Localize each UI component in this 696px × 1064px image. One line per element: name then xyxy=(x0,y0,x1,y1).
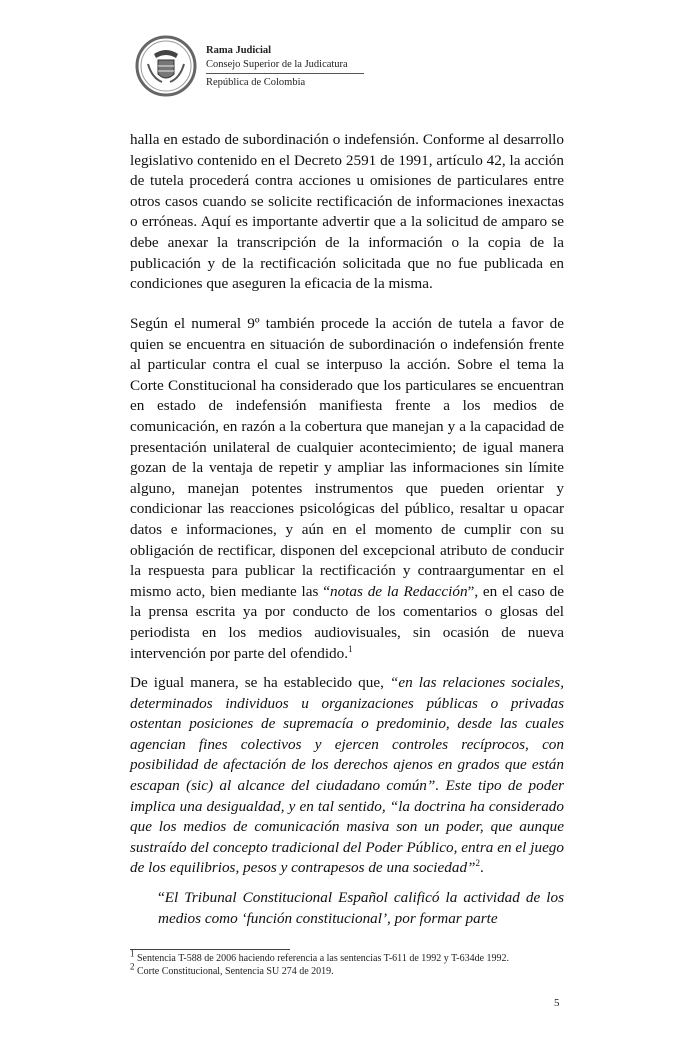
country-name: República de Colombia xyxy=(206,77,306,88)
paragraph-2-italic: notas de la Redacción xyxy=(329,582,468,600)
paragraph-3-text-a: De igual manera, se ha establecido que, xyxy=(130,674,390,691)
paragraph-3-end: . xyxy=(480,859,484,877)
paragraph-3-italic: “en las relaciones sociales, determinados individuos u organizaciones públicas o privadas ostentan posiciones de supremacía o predominio, desde las cuales agencian fines colectivos y ejercen controles recíprocos, con posibilidad de afectación de los derechos ajenos en grados que están escapan (sic) al alcance del ciudadano común”. Este tipo de poder implica una desigualdad, y en tal sentido, “la doctrina ha considerado que los medios de comunicación masiva son un poder, que aunque sustraído del concepto tradicional del Poder Público, entra en el juego de los equilibrios, pesos y contrapesos de una sociedad” xyxy=(130,674,564,877)
footnote-1-number: 1 xyxy=(130,948,135,959)
letterhead-text xyxy=(206,44,364,90)
institution-name: Rama Judicial xyxy=(206,45,272,56)
page-number: 5 xyxy=(554,997,560,1009)
footnote-divider xyxy=(130,949,290,950)
letterhead-divider xyxy=(206,73,364,74)
paragraph-2-text-a: Según el numeral 9º también procede la acción de tutela a favor de quien se encuentra en situación de subordinación o indefensión frente al particular contra el cual se interpuso la acción. Sobre el tema la Corte Constitucional ha considerado que los particulares se encuentran en estado de indefensión manifiesta frente a los medios de comunicación, en razón a la cobertura que manejan y a la capacidad de presentación unilateral de cualquier acontecimiento; de igual manera gozan de la ventaja de repetir y ampliar las informaciones sin límite alguno, manejan potentes instrumentos que pueden orientar y condicionar las reacciones psicológicas del público, resaltar u opacar datos e informaciones, y aún en el momento de cumplir con su obligación de rectificar, disponen del excepcional atributo de conducir la respuesta para publicar la rectificación y contraargumentar en el mismo acto, bien mediante las “ xyxy=(130,315,564,600)
institution-subname: Consejo Superior de la Judicatura xyxy=(206,58,348,70)
paragraph-2-text-b: ”, en el caso de la prensa escrita ya por conducto de los comentarios o glosas del periodista en los medios audiovisuales, sin ocasión de nueva intervención por parte del ofendido. xyxy=(130,582,565,662)
footnotes xyxy=(130,948,570,978)
quote-open: “ xyxy=(158,889,165,906)
paragraph-1-text: halla en estado de subordinación o indefensión. Conforme al desarrollo legislativo contenido en el Decreto 2591 de 1991, artículo 42, la acción de tutela procederá contra acciones u omisiones de particulares entre otros casos cuando se solicite rectificación de informaciones inexactas o erróneas. Aquí es importante advertir que a la solicitud de amparo se debe anexar la transcripción de la información o la copia de la publicación y de la rectificación solicitada que no fue publicada en condiciones que aseguren la eficacia de la misma. xyxy=(130,131,564,293)
footnote-2 xyxy=(130,961,570,979)
block-quote-italic: El Tribunal Constitucional Español calificó la actividad de los medios como ‘función constitucional’, por formar parte xyxy=(158,889,564,927)
paragraph-3 xyxy=(130,673,564,879)
paragraph-2 xyxy=(130,314,564,664)
footnote-1-text: Sentencia T-588 de 2006 haciendo referencia a las sentencias T-611 de 1992 y T-634de 1992. xyxy=(134,953,510,964)
paragraph-1 xyxy=(130,130,564,295)
footnote-ref-2: 2 xyxy=(475,858,480,869)
footnote-2-text: Corte Constitucional, Sentencia SU 274 de 2019. xyxy=(134,965,334,977)
footnote-2-number: 2 xyxy=(130,961,135,972)
block-quote xyxy=(158,888,564,929)
footnote-ref-1: 1 xyxy=(348,643,353,654)
footnote-1 xyxy=(130,948,570,966)
letterhead xyxy=(134,34,464,100)
coat-of-arms-icon xyxy=(134,34,198,98)
